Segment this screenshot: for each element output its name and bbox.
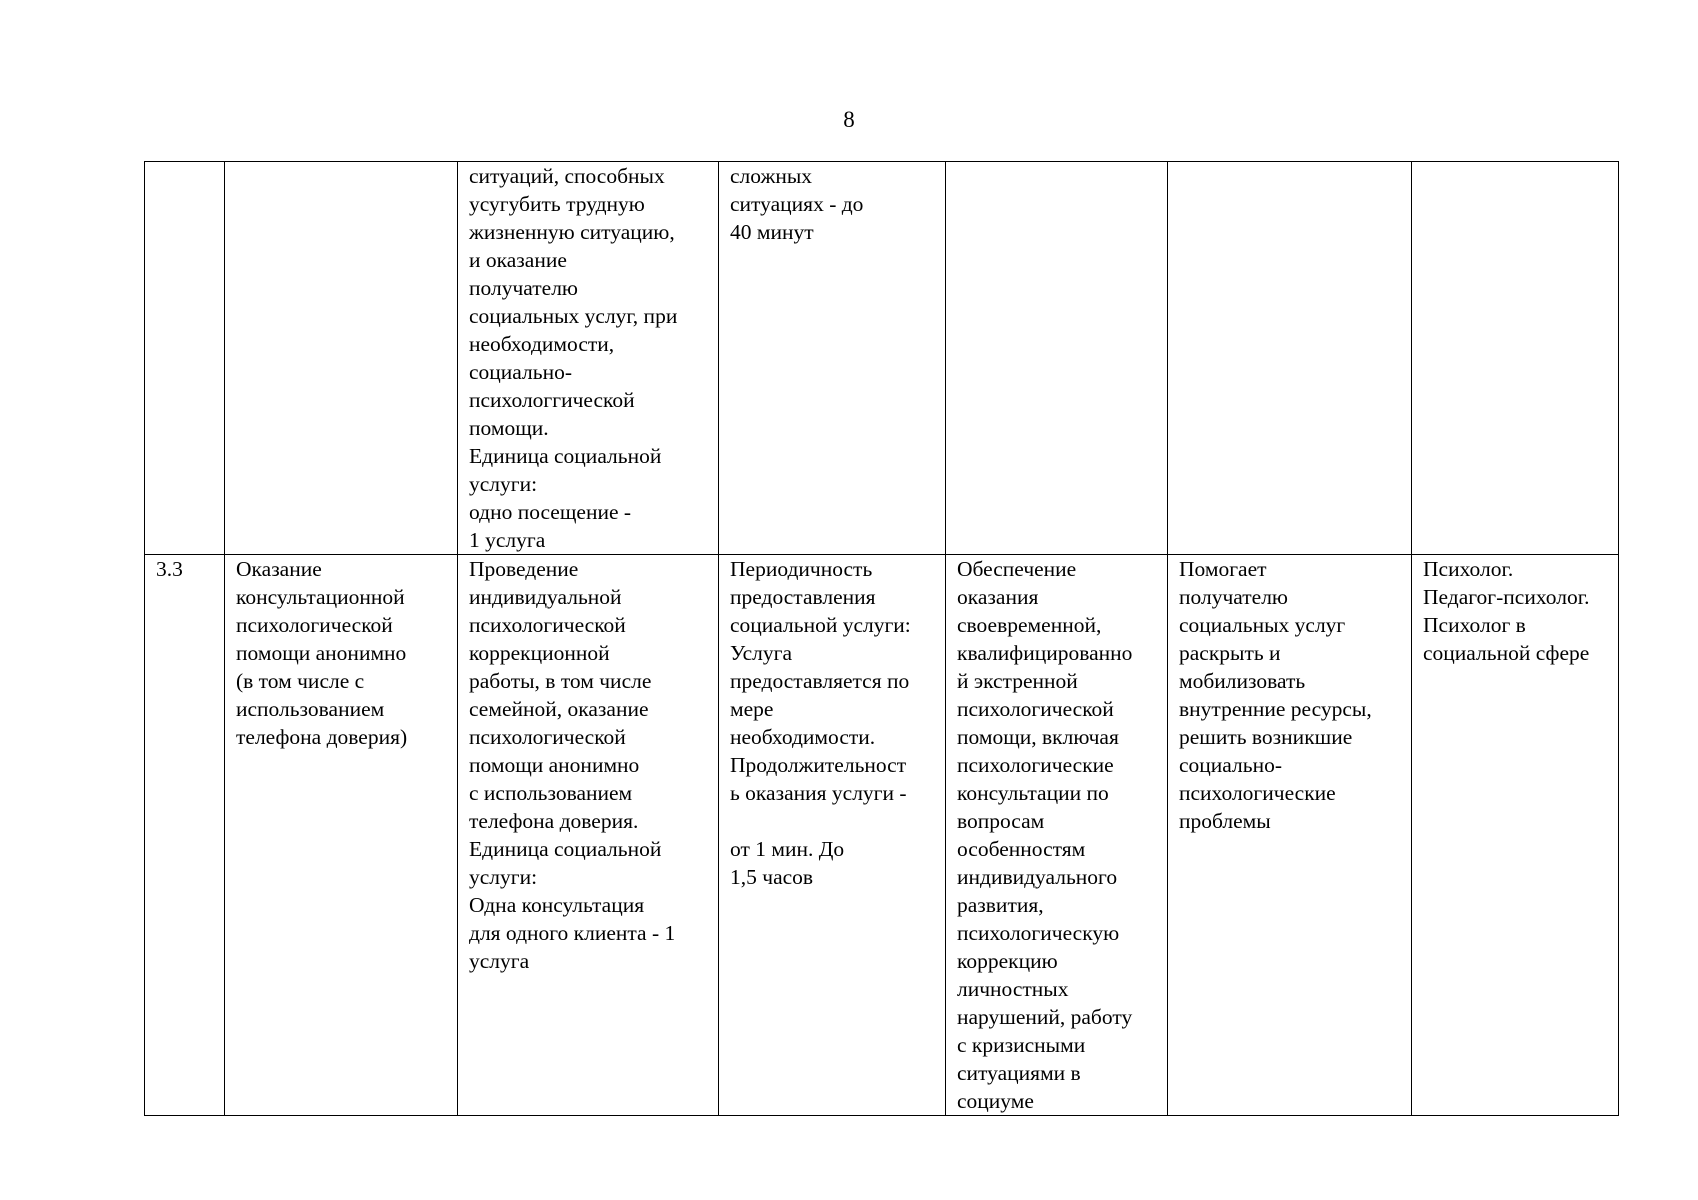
table-row [145,162,1619,555]
cell-text-line: необходимости, [469,332,615,356]
cell-timing [719,555,946,1116]
cell-text-line: Одна консультация [469,893,645,917]
cell-text-line: 1 услуга [469,528,546,552]
cell-text-line: Обеспечение [957,557,1077,581]
cell-staff [1412,162,1619,555]
cell-text-line: социальных услуг [1179,613,1346,637]
cell-text-line: 40 минут [730,220,814,244]
cell-text-line: услуги: [469,472,538,496]
cell-text-line: психологгической [469,388,635,412]
cell-text-line: ситуаций, способных [469,164,665,188]
cell-text-line: услуги: [469,865,538,889]
cell-text-line: предоставляется по [730,669,910,693]
cell-text-line: жизненную ситуацию, [469,220,675,244]
cell-text-line: мобилизовать [1179,669,1306,693]
cell-text-line: (в том числе с [236,669,365,693]
cell-text-line: социальной сфере [1423,641,1590,665]
cell-text-line: работы, в том числе [469,669,652,693]
cell-timing [719,162,946,555]
cell-text-line: индивидуальной [469,585,622,609]
cell-text-line: психологической [469,725,626,749]
cell-num [145,555,225,1116]
cell-num [145,162,225,555]
cell-text-line: развития, [957,893,1044,917]
cell-text-line: психологической [957,697,1114,721]
cell-text-line: особенностям [957,837,1086,861]
cell-text-line: консультационной [236,585,405,609]
cell-result [1168,555,1412,1116]
cell-text-line: усугубить трудную [469,192,645,216]
cell-text-line: социально- [469,360,572,384]
cell-text-line: социально- [1179,753,1282,777]
cell-text-line: семейной, оказание [469,697,649,721]
cell-text-line: консультации по [957,781,1109,805]
cell-text-line: телефона доверия. [469,809,639,833]
cell-text-line: предоставления [730,585,876,609]
cell-text-line: с использованием [469,781,633,805]
cell-text-line: Психолог в [1423,613,1526,637]
cell-text-line: психологической [236,613,393,637]
cell-text-line: услуга [469,949,530,973]
cell-text-line: 3.3 [156,557,183,581]
cell-text-line: решить возникшие [1179,725,1353,749]
cell-text-line: Единица социальной [469,444,662,468]
cell-text-line: Педагог-психолог. [1423,585,1590,609]
cell-text-line: ь оказания услуги - [730,781,907,805]
cell-text-line: личностных [957,977,1069,1001]
cell-text-line: помощи анонимно [469,753,640,777]
cell-text-line: ситуациями в [957,1061,1081,1085]
cell-text-line [730,807,939,835]
cell-staff [1412,555,1619,1116]
page-number: 8 [843,107,855,132]
cell-text-line: мере [730,697,774,721]
cell-name [225,162,458,555]
cell-text-line: индивидуального [957,865,1118,889]
cell-text-line: психологические [957,753,1114,777]
cell-text-line: ситуациях - до [730,192,864,216]
cell-text-line: Услуга [730,641,793,665]
services-table [144,161,1619,1116]
cell-text-line: оказания [957,585,1039,609]
cell-text-line: для одного клиента - 1 [469,921,676,945]
cell-text-line: социальных услуг, при [469,304,678,328]
cell-text-line: Проведение [469,557,579,581]
cell-text-line: помощи. [469,416,549,440]
cell-text-line: вопросам [957,809,1045,833]
cell-text-line: нарушений, работу [957,1005,1133,1029]
cell-text-line: одно посещение - [469,500,632,524]
cell-text-line: необходимости. [730,725,876,749]
cell-text-line: психологическую [957,921,1120,945]
cell-text-line: психологические [1179,781,1336,805]
cell-content [458,162,719,555]
cell-text-line: Единица социальной [469,837,662,861]
cell-text-line: помощи анонимно [236,641,407,665]
cell-text-line: квалифицированно [957,641,1133,665]
cell-text-line: с кризисными [957,1033,1086,1057]
cell-text-line: Продолжительност [730,753,907,777]
cell-text-line: Психолог. [1423,557,1514,581]
cell-text-line: социуме [957,1089,1034,1113]
cell-text-line: сложных [730,164,813,188]
cell-text-line: получателю [469,276,578,300]
cell-text-line: социальной услуги: [730,613,911,637]
cell-text-line: 1,5 часов [730,865,814,889]
cell-text-line: Помогает [1179,557,1267,581]
cell-text-line: внутренние ресурсы, [1179,697,1372,721]
cell-text-line: коррекционной [469,641,610,665]
cell-name [225,555,458,1116]
cell-text-line: получателю [1179,585,1288,609]
cell-result [1168,162,1412,555]
cell-text-line: и оказание [469,248,567,272]
cell-text-line: проблемы [1179,809,1271,833]
cell-text-line: Периодичность [730,557,873,581]
cell-text-line: от 1 мин. До [730,837,845,861]
cell-content [458,555,719,1116]
cell-text-line: телефона доверия) [236,725,408,749]
cell-text-line: раскрыть и [1179,641,1281,665]
cell-text-line: коррекцию [957,949,1058,973]
cell-text-line: своевременной, [957,613,1102,637]
cell-text-line: использованием [236,697,385,721]
cell-text-line: помощи, включая [957,725,1119,749]
cell-text-line: й экстренной [957,669,1078,693]
cell-quality [946,555,1168,1116]
cell-quality [946,162,1168,555]
cell-text-line: психологической [469,613,626,637]
cell-text-line: Оказание [236,557,322,581]
table-row [145,555,1619,1116]
